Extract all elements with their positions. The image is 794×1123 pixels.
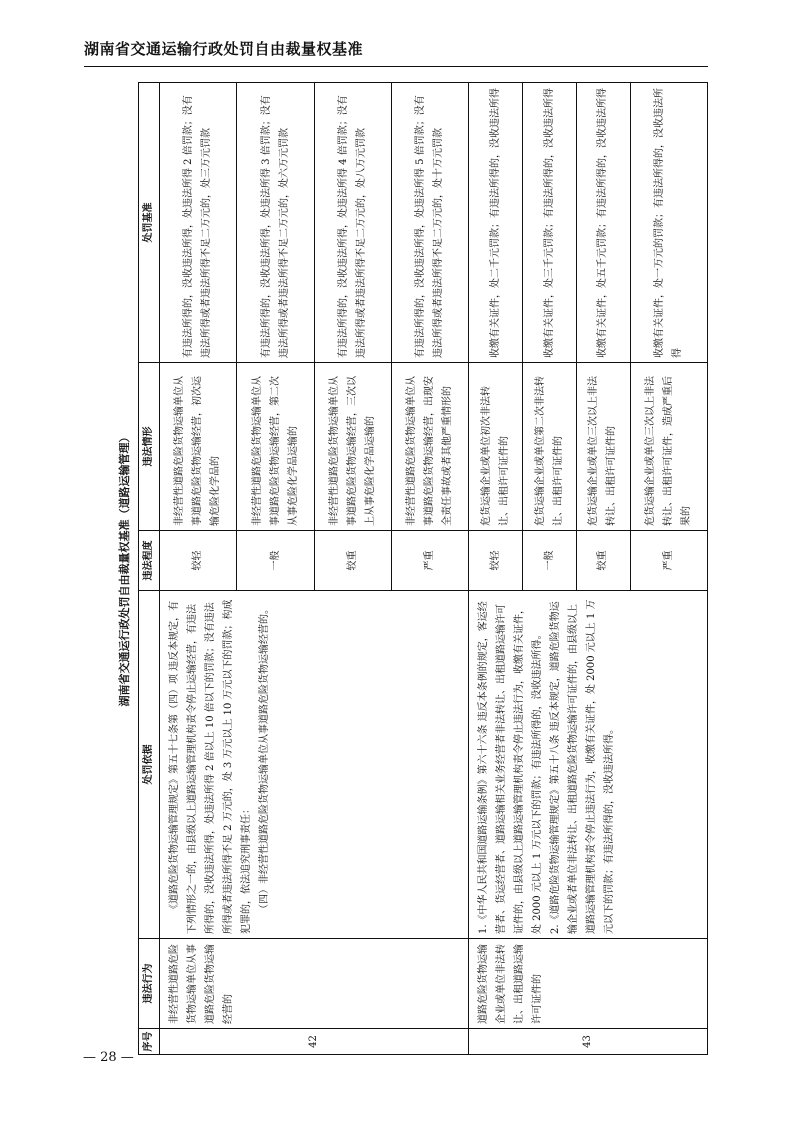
col-header-no: 序号 <box>139 1029 160 1055</box>
row-number: 42 <box>160 1029 469 1055</box>
violation-degree: 较重 <box>314 531 391 591</box>
penalty-standard-table <box>138 82 708 1055</box>
col-header-standard: 处罚基准 <box>139 83 160 363</box>
violation-degree: 较轻 <box>160 531 237 591</box>
rotated-table-page <box>112 83 708 1055</box>
violation-degree: 一般 <box>523 531 577 591</box>
penalty-basis <box>160 591 469 939</box>
violation-case: 危货运输企业或单位初次非法转让、出租许可证件的 <box>469 363 523 531</box>
page-header: 湖南省交通运输行政处罚自由裁量权基准 <box>84 40 364 58</box>
col-header-act: 违法行为 <box>139 939 160 1029</box>
violation-degree: 一般 <box>237 531 314 591</box>
penalty-standard: 收缴有关证件，处三千元罚款；有违法所得的，没收违法所得 <box>523 83 577 363</box>
penalty-standard: 收缴有关证件，处五千元罚款；有违法所得的，没收违法所得 <box>576 83 630 363</box>
penalty-standard: 有违法所得的，没收违法所得，处违法所得 3 倍罚款；没有违法所得或者违法所得不足二万元的，处六万元罚款 <box>237 83 314 363</box>
violation-case: 非经营性道路危险货物运输单位从事道路危险货物运输经营，初次运输危险化学品的 <box>160 363 237 531</box>
header-rule <box>84 66 708 67</box>
penalty-standard: 有违法所得的，没收违法所得，处违法所得 5 倍罚款；没有违法所得或者违法所得不足二万元的，处十万元罚款 <box>392 83 469 363</box>
basis-paragraph: （四）非经营性道路危险货物运输单位从事道路危险货物运输经营的。 <box>259 604 270 914</box>
basis-paragraph: 《道路危险货物运输管理规定》第五十七条第（四）项 违反本规定，有下列情形之一的，由县级以上道路运输管理机构责令停止运输经营，有违法所得的，没收违法所得，处违法所得 2 倍以上 10 倍以下的罚款；没有违法所得或者违法所得不足 2 万元的，处 3 万元以上 10 万元以下的罚款；构成犯罪的，依法追究刑事责任： <box>169 599 252 934</box>
violation-case: 非经营性道路危险货物运输单位从事道路危险货物运输经营，第二次从事危险化学品运输的 <box>237 363 314 531</box>
violation-case: 危货运输企业或单位第二次非法转让、出租许可证件的 <box>523 363 577 531</box>
violation-degree: 严重 <box>392 531 469 591</box>
penalty-standard: 有违法所得的，没收违法所得，处违法所得 2 倍罚款；没有违法所得或者违法所得不足二万元的，处三万元罚款 <box>160 83 237 363</box>
col-header-basis: 处罚依据 <box>139 591 160 939</box>
table-row <box>160 83 237 1055</box>
table-header-row <box>139 83 160 1055</box>
col-header-case: 违法情形 <box>139 363 160 531</box>
violation-case: 危货运输企业或单位三次以上非法转让、出租许可证件的 <box>576 363 630 531</box>
row-number: 43 <box>469 1029 708 1055</box>
violation-act: 非经营性道路危险货物运输单位从事道路危险货物运输经营的 <box>160 939 469 1029</box>
violation-case: 非经营性道路危险货物运输单位从事道路危险货物运输经营，出现安全责任事故或者其他严重情形的 <box>392 363 469 531</box>
violation-degree: 较重 <box>576 531 630 591</box>
table-row <box>469 83 523 1055</box>
violation-degree: 严重 <box>630 531 707 591</box>
table-title: 湖南省交通运行政处罚自由裁量权基准（道路运输管理） <box>118 431 131 707</box>
basis-paragraph: 1.《中华人民共和国道路运输条例》第六十六条 违反本条例的规定，客运经营者、货运经营者、道路运输相关业务经营者非法转让、出租道路运输许可证件的，由县级以上道路运输管理机构责令停止违法行为，收缴有关证件，处 2000 元以上 1 万元以下的罚款；有违法所得的，没收违法所得。 <box>478 601 544 934</box>
col-header-degree: 违法程度 <box>139 531 160 591</box>
violation-degree: 较轻 <box>469 531 523 591</box>
violation-case: 危货运输企业或单位三次以上非法转让、出租许可证件，造成严重后果的 <box>630 363 707 531</box>
violation-act: 道路危险货物运输企业或单位非法转让、出租道路运输许可证件的 <box>469 939 708 1029</box>
penalty-basis <box>469 591 708 939</box>
violation-case: 非经营性道路危险货物运输单位从事道路危险货物运输经营，三次以上从事危险化学品运输的 <box>314 363 391 531</box>
penalty-standard: 有违法所得的，没收违法所得，处违法所得 4 倍罚款；没有违法所得或者违法所得不足二万元的，处八万元罚款 <box>314 83 391 363</box>
penalty-standard: 收缴有关证件，处二千元罚款；有违法所得的，没收违法所得 <box>469 83 523 363</box>
basis-paragraph: 2.《道路危险货物运输管理规定》第五十八条 违反本规定，道路危险货物运输企业或者单位非法转让、出租道路危险货物运输许可证件的，由县级以上道路运输管理机构责令停止违法行为，收缴有关证件，处 2000 元以上 1 万元以下的罚款；有违法所得的，没收违法所得。 <box>550 599 616 934</box>
page-number: — 28 — <box>83 1050 134 1065</box>
penalty-standard: 收缴有关证件，处一万元的罚款；有违法所得的，没收违法所得 <box>630 83 707 363</box>
